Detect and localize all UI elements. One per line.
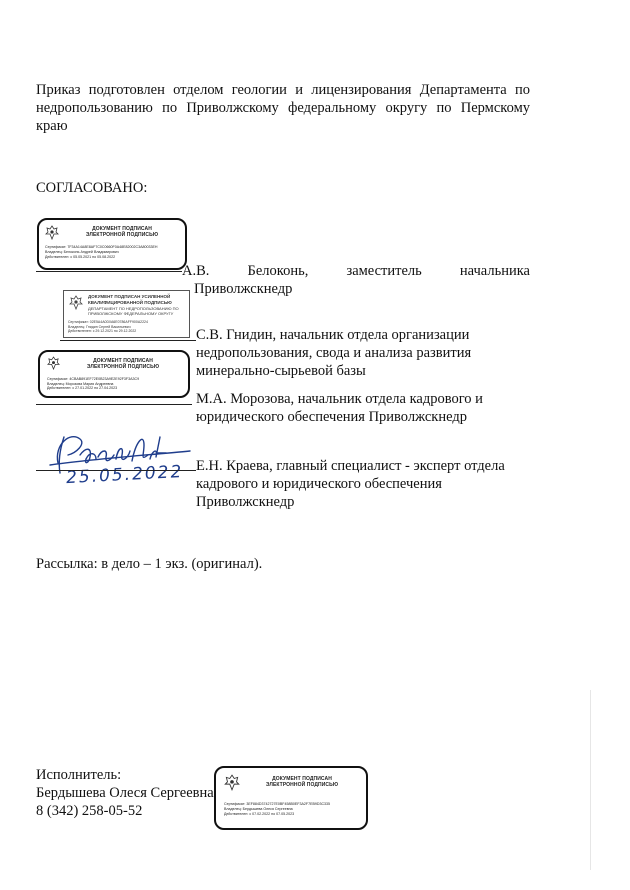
stamp-validity: Действителен: с 05.05.2021 по 05.08.2022: [45, 255, 116, 259]
gnidin-line-3: минерально-сырьевой базы: [196, 363, 366, 379]
stamp-header: ДОКУМЕНТ ПОДПИСАН ЭЛЕКТРОННОЙ ПОДПИСЬЮ: [86, 358, 160, 370]
stamp-header: ДОКУМЕНТ ПОДПИСАН ЭЛЕКТРОННОЙ ПОДПИСЬЮ: [85, 226, 159, 238]
handwritten-date: 25.05.2022: [65, 461, 184, 489]
stamp-validity: Действителен: с 29.12.2021 по 29.12.2022: [68, 329, 137, 333]
executor-name: Бердышева Олеся Сергеевна: [36, 785, 214, 801]
stamp-header: ДОКУМЕНТ ПОДПИСАН ЭЛЕКТРОННОЙ ПОДПИСЬЮ: [265, 776, 339, 788]
distribution-note: Рассылка: в дело – 1 экз. (оригинал).: [36, 556, 263, 572]
e-signature-stamp-belokon: [37, 218, 187, 270]
signatory-kraeva: [196, 457, 530, 511]
e-signature-stamp-morozova: [38, 350, 190, 398]
stamp-validity: Действителен: с 07.02.2022 по 07.05.2023: [224, 812, 295, 816]
stamp-organisation: ДЕПАРТАМЕНТ ПО НЕДРОПОЛЬЗОВАНИЮ ПО ПРИВОЛЖСКОМУ ФЕДЕРАЛЬНОМУ ОКРУГУ: [88, 306, 179, 316]
qualified-signature-stamp-gnidin: [63, 290, 190, 338]
signature-line: [36, 404, 192, 405]
belokon-position-1: заместитель: [346, 263, 422, 279]
belokon-position-2: начальника: [459, 263, 530, 279]
stamp-certificate: Сертификат: 3EF884D3742727E0BF458B0EF3A2F7EB9D3C335: [224, 802, 331, 806]
gnidin-line-2: недропользования, свода и анализа развития: [196, 345, 472, 361]
stamp-owner: Владелец: Бердышева Олеся Сергеевна: [224, 807, 293, 811]
morozova-line-1: М.А. Морозова, начальник отдела кадрового и: [196, 391, 483, 407]
signatory-gnidin: [196, 326, 530, 380]
belokon-surname: Белоконь,: [247, 263, 309, 279]
stamp-certificate: Сертификат: 7F34A14A8E8AF7C0C0660F0A48E82002C3A80033EH: [45, 245, 158, 249]
stamp-owner: Владелец: Гнидин Сергей Васильевич: [68, 324, 131, 329]
stamp-owner: Владелец: Белоконь Андрей Владимирович: [45, 250, 119, 254]
morozova-line-2: юридического обеспечения Приволжскнедр: [196, 409, 467, 425]
eagle-emblem-icon: [47, 356, 60, 371]
gnidin-line-1: С.В. Гнидин, начальник отдела организации: [196, 327, 470, 343]
agreed-label: СОГЛАСОВАНО:: [36, 180, 148, 196]
e-signature-stamp-executor: [214, 766, 368, 830]
eagle-emblem-icon: [224, 774, 240, 792]
signature-line: [60, 340, 196, 341]
executor-block: [36, 766, 214, 820]
signature-line: [36, 470, 196, 471]
kraeva-line-2: кадрового и юридического обеспечения: [196, 476, 442, 492]
stamp-header: ДОКУМЕНТ ПОДПИСАН УСИЛЕННОЙ КВАЛИФИЦИРОВАННОЙ ПОДПИСЬЮ: [88, 294, 172, 305]
belokon-initials: А.В.: [182, 263, 210, 279]
signature-line: [36, 271, 182, 272]
executor-label: Исполнитель:: [36, 767, 122, 783]
belokon-org: Приволжскнедр: [194, 281, 293, 297]
signatory-belokon: [182, 262, 530, 298]
scan-artifact: [590, 690, 591, 870]
executor-phone: 8 (342) 258-05-52: [36, 803, 143, 819]
stamp-certificate: Сертификат: 02E5A4A0D0A6E0786AFF900A2224: [68, 320, 148, 324]
eagle-emblem-icon: [45, 225, 59, 241]
signatory-morozova: [196, 390, 530, 426]
stamp-validity: Действителен: с 27.01.2022 по 27.04.2023: [47, 386, 118, 390]
eagle-emblem-icon: [69, 295, 83, 311]
intro-paragraph: Приказ подготовлен отделом геологии и лицензирования Департамента по недропользованию по Приволжскому федеральному округу по Пермскому краю: [36, 82, 530, 134]
stamp-owner: Владелец: Морозова Мария Андреевна: [47, 381, 114, 386]
kraeva-line-1: Е.Н. Краева, главный специалист - эксперт отдела: [196, 458, 505, 474]
kraeva-line-3: Приволжскнедр: [196, 494, 295, 510]
stamp-certificate: Сертификат: 4CBAB891EF72E0B23A9E2E92F3F3A3C9: [47, 377, 140, 381]
